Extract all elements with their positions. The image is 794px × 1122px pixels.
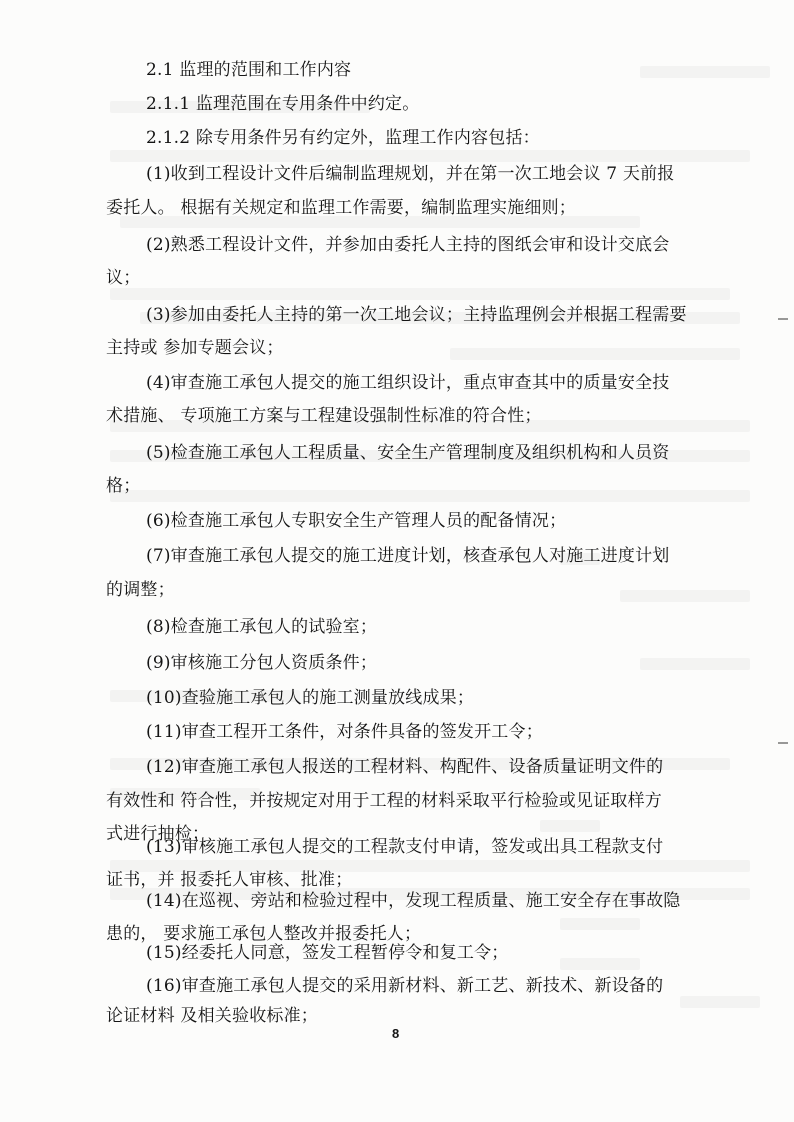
item-7-line-2: 的调整； <box>106 580 175 600</box>
item-13-line-1: (13)审核施工承包人提交的工程款支付申请，签发或出具工程款支付 <box>146 837 664 857</box>
item-16-line-1: (16)审查施工承包人提交的采用新材料、新工艺、新技术、新设备的 <box>146 976 664 996</box>
edge-mark <box>778 318 788 320</box>
page-number: 8 <box>392 1026 400 1041</box>
item-1-line-1: (1)收到工程设计文件后编制监理规划，并在第一次工地会议 7 天前报 <box>146 164 675 184</box>
item-5-line-1: (5)检查施工承包人工程质量、安全生产管理制度及组织机构和人员资 <box>146 443 670 463</box>
item-5-line-2: 格； <box>106 476 141 496</box>
item-2-line-1: (2)熟悉工程设计文件，并参加由委托人主持的图纸会审和设计交底会 <box>146 235 670 255</box>
clause-2-1-1: 2.1.1 监理范围在专用条件中约定。 <box>146 94 420 114</box>
clause-2-1-2: 2.1.2 除专用条件另有约定外，监理工作内容包括： <box>146 128 540 148</box>
item-9-line-1: (9)审核施工分包人资质条件； <box>146 653 378 673</box>
section-heading: 2.1 监理的范围和工作内容 <box>146 60 352 80</box>
item-13-line-2: 证书，并 报委托人审核、批准； <box>106 870 353 890</box>
item-11-line-1: (11)审查工程开工条件，对条件具备的签发开工令； <box>146 722 543 742</box>
item-2-line-2: 议； <box>106 268 141 288</box>
item-12-line-1: (12)审查施工承包人报送的工程材料、构配件、设备质量证明文件的 <box>146 757 664 777</box>
item-4-line-2: 术措施、 专项施工方案与工程建设强制性标准的符合性； <box>106 406 542 426</box>
item-12-line-3: 式进行抽检； <box>106 824 210 844</box>
item-15-line-1: (15)经委托人同意，签发工程暂停令和复工令； <box>146 943 509 963</box>
edge-mark <box>778 742 788 744</box>
item-3-line-2: 主持或 参加专题会议； <box>106 338 284 358</box>
item-14-line-2: 患的， 要求施工承包人整改并报委托人； <box>106 924 422 944</box>
item-16-line-2: 论证材料 及相关验收标准； <box>106 1006 319 1026</box>
item-12-line-2: 有效性和 符合性，并按规定对用于工程的材料采取平行检验或见证取样方 <box>106 791 663 811</box>
item-14-line-1: (14)在巡视、旁站和检验过程中，发现工程质量、施工安全存在事故隐 <box>146 891 681 911</box>
item-7-line-1: (7)审查施工承包人提交的施工进度计划，核查承包人对施工进度计划 <box>146 546 670 566</box>
item-3-line-1: (3)参加由委托人主持的第一次工地会议；主持监理例会并根据工程需要 <box>146 305 687 325</box>
item-1-line-2: 委托人。 根据有关规定和监理工作需要，编制监理实施细则； <box>106 198 577 218</box>
item-8-line-1: (8)检查施工承包人的试验室； <box>146 617 378 637</box>
item-4-line-1: (4)审查施工承包人提交的施工组织设计，重点审查其中的质量安全技 <box>146 373 670 393</box>
item-10-line-1: (10)查验施工承包人的施工测量放线成果； <box>146 688 475 708</box>
item-6-line-1: (6)检查施工承包人专职安全生产管理人员的配备情况； <box>146 511 567 531</box>
